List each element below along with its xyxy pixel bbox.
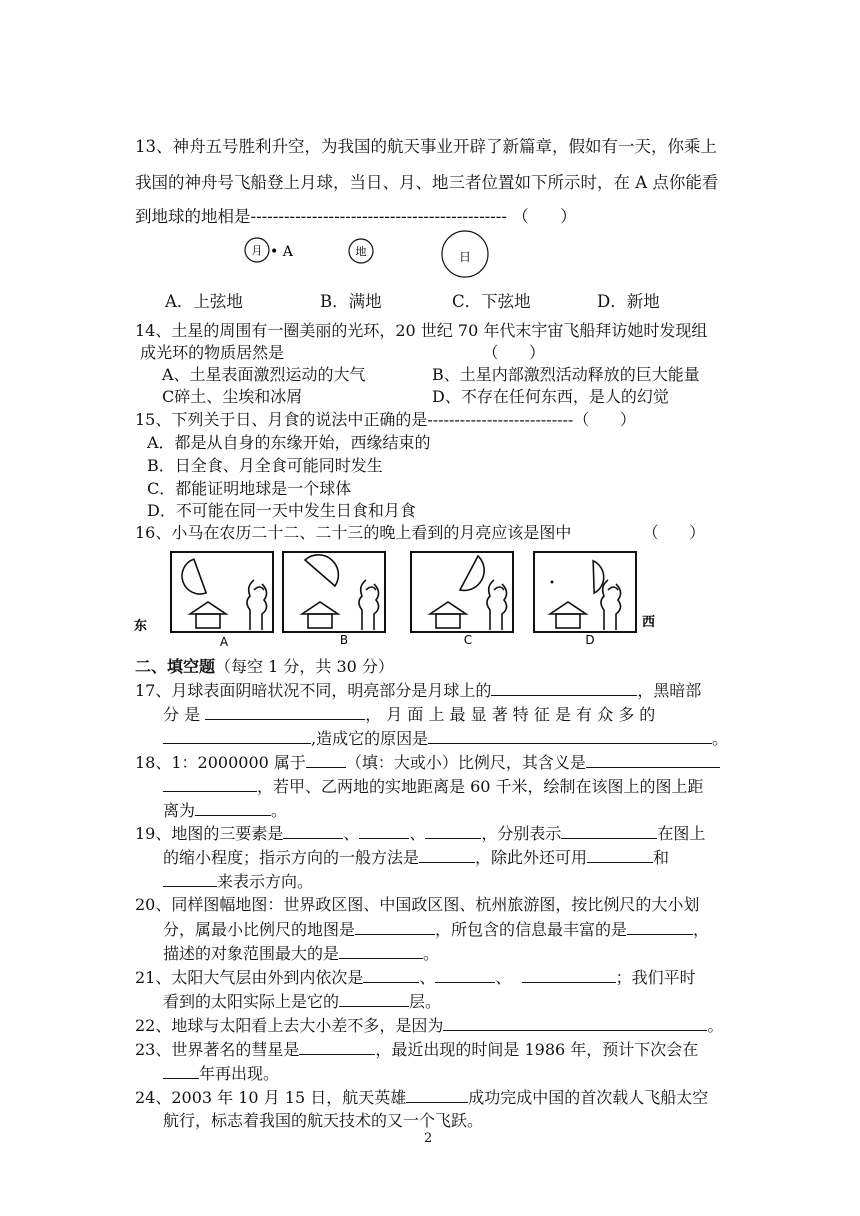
- q19-blank-3[interactable]: [425, 822, 481, 839]
- q20-line-3: [163, 942, 439, 965]
- q20-text-f: 。: [423, 944, 440, 963]
- q22-text-b: 。: [707, 1016, 724, 1035]
- q18-text-c: ，若甲、乙两地的实地距离是 60 千米，绘制在该图上的图上距: [257, 777, 704, 796]
- q21-text-f: 层。: [409, 992, 442, 1011]
- q24-text-a: 24、2003 年 10 月 15 日，航天英雄: [135, 1088, 407, 1107]
- q18-line-1: [135, 751, 720, 774]
- q18-blank-2[interactable]: [586, 751, 720, 768]
- q19-blank-1[interactable]: [283, 822, 343, 839]
- q17-text-f: 。: [712, 729, 729, 748]
- q14-line-2: 成光环的物质居然是 （ ）: [135, 343, 545, 362]
- q19-blank-6[interactable]: [587, 846, 653, 863]
- q20-text-d: ，: [693, 920, 710, 939]
- q20-line-2: [163, 918, 709, 941]
- q14-option-b: B、土星内部激烈活动释放的巨大能量: [432, 365, 700, 384]
- section-2-heading: [135, 656, 394, 678]
- q13-option-a: A．上弦地: [165, 292, 243, 311]
- page-number: 2: [424, 1131, 433, 1146]
- q21-text-a: 21、太阳大气层由外到内依次是: [135, 968, 364, 987]
- q17-line-3: [163, 727, 728, 750]
- sun-label: 日: [458, 250, 472, 264]
- q17-text-a: 17、月球表面阴暗状况不同，明亮部分是月球上的: [135, 681, 492, 700]
- q21-blank-1[interactable]: [363, 966, 419, 983]
- q16-line-1: 16、小马在农历二十二、二十三的晚上看到的月亮应该是图中 （ ）: [135, 523, 706, 542]
- q14-option-c: C碎土、尘埃和冰屑: [162, 387, 303, 406]
- q17-blank-1[interactable]: [491, 679, 637, 696]
- q17-text-b: ，黑暗部: [637, 681, 702, 700]
- q15-option-d: D．不可能在同一天中发生日食和月食: [147, 501, 416, 520]
- q19-blank-2[interactable]: [359, 822, 409, 839]
- q17-line-1: [135, 679, 701, 702]
- q14-option-a: A、土星表面激烈运动的大气: [162, 365, 366, 384]
- q18-text-a: 18、1：2000000 属于: [135, 753, 306, 772]
- q17-line-2: [163, 703, 655, 726]
- q17-blank-4[interactable]: [428, 727, 712, 744]
- q22-line-1: [135, 1014, 723, 1037]
- q21-blank-2[interactable]: [435, 966, 495, 983]
- q22-blank-1[interactable]: [443, 1014, 707, 1031]
- earth-label: 地: [355, 245, 367, 258]
- q20-blank-1[interactable]: [355, 918, 435, 935]
- q19-line-2: [163, 846, 669, 869]
- q13-line-1: 13、神舟五号胜利升空，为我国的航天事业开辟了新篇章，假如有一天，你乘上: [135, 137, 717, 156]
- q17-text-e: ,造成它的原因是: [311, 729, 429, 748]
- point-a-label: • A: [270, 244, 293, 260]
- q24-blank-1[interactable]: [406, 1086, 468, 1103]
- q13-line-2: 我国的神舟号飞船登上月球，当日、月、地三者位置如下所示时，在 A 点你能看: [135, 173, 719, 192]
- q19-blank-7[interactable]: [163, 870, 217, 887]
- q20-blank-2[interactable]: [627, 918, 693, 935]
- q23-blank-1[interactable]: [299, 1038, 375, 1055]
- q20-line-1: 20、同样图幅地图：世界政区图、中国政区图、杭州旅游图，按比例尺的大小划: [135, 895, 700, 914]
- q18-text-d: 离为: [163, 801, 196, 820]
- q17-blank-2[interactable]: [205, 703, 365, 720]
- q17-text-c: 分 是: [163, 705, 201, 724]
- q23-blank-2[interactable]: [163, 1062, 199, 1079]
- panel-label-a: A: [219, 635, 229, 649]
- section-2-title: 二、填空题: [135, 657, 216, 676]
- q19-text-a: 19、地图的三要素是: [135, 824, 284, 843]
- q24-text-b: 成功完成中国的首次载人飞船太空: [468, 1088, 709, 1107]
- q18-blank-4[interactable]: [195, 799, 271, 816]
- q19-text-i: 来表示方向。: [217, 872, 314, 891]
- panel-a: [171, 552, 273, 632]
- q15-line-1: 15、下列关于日、月食的说法中正确的是---------------------------（ ）: [135, 410, 636, 429]
- q19-text-b: 、: [343, 824, 360, 843]
- q19-text-g: ，除此外还可用: [475, 848, 588, 867]
- q20-text-e: 描述的对象范围最大的是: [163, 944, 340, 963]
- q21-line-1: [135, 966, 696, 989]
- moon-label: 月: [251, 244, 263, 257]
- q13-option-c: C．下弦地: [452, 292, 531, 311]
- q20-text-c: ，所包含的信息最丰富的是: [435, 920, 628, 939]
- q18-text-e: 。: [271, 801, 288, 820]
- q13-option-d: D．新地: [597, 292, 660, 311]
- q23-text-b: ，最近出现的时间是 1986 年，预计下次会在: [375, 1040, 699, 1059]
- q20-text-b: 分，属最小比例尺的地图是: [163, 920, 356, 939]
- q21-blank-3[interactable]: [522, 966, 616, 983]
- q13-option-b: B．满地: [320, 292, 382, 311]
- q19-text-f: 的缩小程度；指示方向的一般方法是: [163, 848, 420, 867]
- q18-line-3: [163, 799, 287, 822]
- q19-text-e: 在图上: [657, 824, 706, 843]
- west-label: 西: [642, 615, 656, 630]
- q21-blank-4[interactable]: [339, 990, 409, 1007]
- q23-text-a: 23、世界著名的彗星是: [135, 1040, 300, 1059]
- q15-option-b: B．日全食、月全食可能同时发生: [147, 456, 383, 475]
- panel-b: [283, 552, 385, 632]
- q21-text-e: 看到的太阳实际上是它的: [163, 992, 340, 1011]
- q21-text-c: 、: [495, 968, 512, 987]
- q17-text-d: ， 月 面 上 最 显 著 特 征 是 有 众 多 的: [365, 705, 656, 724]
- q14-line-1: 14、土星的周围有一圈美丽的光环，20 世纪 70 年代末宇宙飞船拜访她时发现组: [135, 321, 708, 340]
- panel-label-d: D: [585, 633, 595, 647]
- q18-blank-3[interactable]: [163, 775, 257, 792]
- q15-option-c: C．都能证明地球是一个球体: [147, 479, 352, 498]
- q19-line-3: [163, 870, 313, 893]
- q17-blank-3[interactable]: [163, 727, 311, 744]
- east-label: 东: [134, 619, 148, 634]
- q21-text-d: ；我们平时: [615, 968, 696, 987]
- q21-line-2: [163, 990, 441, 1013]
- q23-text-c: 年再出现。: [199, 1064, 280, 1083]
- q18-line-2: [163, 775, 704, 798]
- q19-text-d: ，分别表示: [481, 824, 562, 843]
- q14-option-d: D、不存在任何东西，是人的幻觉: [432, 387, 669, 406]
- q19-blank-4[interactable]: [561, 822, 657, 839]
- panel-label-c: C: [463, 633, 473, 647]
- q19-blank-5[interactable]: [419, 846, 475, 863]
- q23-line-1: [135, 1038, 698, 1061]
- q23-line-2: [163, 1062, 279, 1085]
- q19-text-h: 和: [653, 848, 670, 867]
- panel-d: [534, 552, 636, 632]
- q24-line-1: [135, 1086, 708, 1109]
- q20-blank-3[interactable]: [339, 942, 423, 959]
- sun-moon-earth-diagram: [230, 228, 510, 284]
- q13-line-3: 到地球的地相是---------------------------------------------- （ ）: [135, 207, 577, 226]
- q19-line-1: [135, 822, 705, 845]
- section-2-note: （每空 1 分，共 30 分）: [215, 657, 394, 676]
- q18-blank-1[interactable]: [306, 751, 346, 768]
- q21-text-b: 、: [419, 968, 436, 987]
- q19-text-c: 、: [409, 824, 426, 843]
- panel-c: [411, 552, 513, 632]
- q22-text-a: 22、地球与太阳看上去大小差不多，是因为: [135, 1016, 444, 1035]
- moon-phase-figure: [130, 546, 660, 650]
- q24-line-2: 航行，标志着我国的航天技术的又一个飞跃。: [163, 1111, 484, 1130]
- q15-option-a: A．都是从自身的东缘开始，西缘结束的: [147, 433, 431, 452]
- q18-text-b: （填：大或小）比例尺，其含义是: [345, 753, 586, 772]
- panel-label-b: B: [339, 633, 349, 647]
